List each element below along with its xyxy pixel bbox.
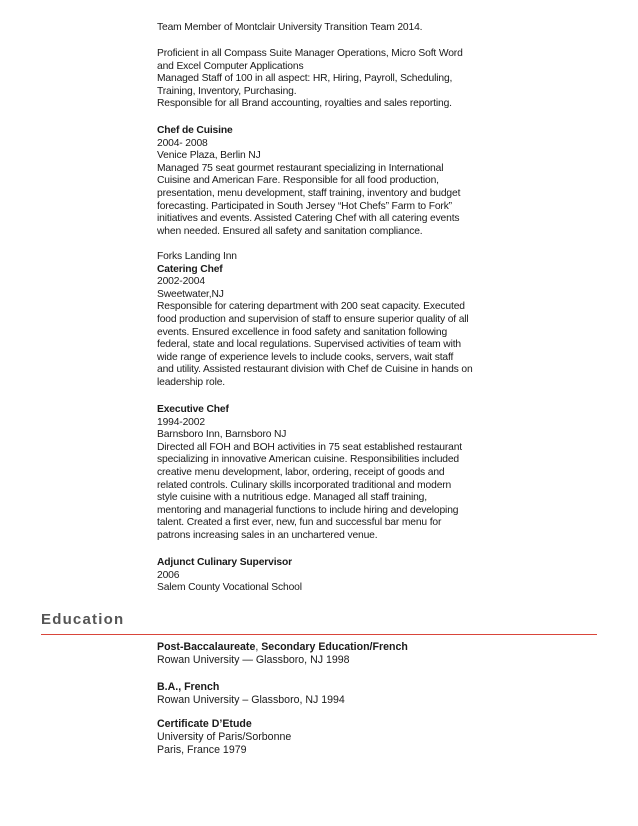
- job-desc-line: mentoring and managerial functions to include hiring and developing: [157, 504, 459, 516]
- location-line: Paris, France 1979: [157, 744, 247, 756]
- job-dates: 1994-2002: [157, 416, 205, 428]
- job-title: Adjunct Culinary Supervisor: [157, 557, 292, 568]
- summary-line: Managed Staff of 100 in all aspect: HR, Hiring, Payroll, Scheduling,: [157, 73, 453, 85]
- summary-block: [157, 48, 502, 111]
- degree-name: Certificate D’Etude: [157, 718, 252, 730]
- job-catering-chef: [157, 251, 502, 390]
- job-title: Executive Chef: [157, 404, 229, 415]
- team-member-line: Team Member of Montclair University Transition Team 2014.: [157, 22, 423, 33]
- job-desc-line: talent. Created a first ever, new, fun and successful bar menu for: [157, 517, 442, 529]
- job-title: Catering Chef: [157, 263, 223, 275]
- job-desc-line: style cuisine with a nutritious edge. Managed all staff training,: [157, 492, 427, 504]
- job-desc-line: initiatives and events. Assisted Catering Chef with all catering events: [157, 213, 460, 225]
- job-dates: 2002-2004: [157, 276, 205, 288]
- job-desc-line: Directed all FOH and BOH activities in 75 seat established restaurant: [157, 441, 462, 453]
- section-divider: [41, 634, 597, 635]
- job-desc-line: forecasting. Participated in South Jersey “Hot Chefs” Farm to Fork”: [157, 200, 452, 212]
- job-desc-line: specializing in innovative American cuisine. Responsibilities included: [157, 454, 460, 466]
- job-desc-line: leadership role.: [157, 376, 226, 388]
- education-entry-certificate: [157, 718, 502, 757]
- job-desc-line: creative menu development, labor, ordering, receipt of goods and: [157, 466, 445, 478]
- education-heading: Education: [41, 611, 125, 628]
- job-executive-chef: [157, 404, 502, 543]
- summary-line: Training, Inventory, Purchasing.: [157, 85, 297, 97]
- team-member-note: [157, 22, 502, 35]
- job-desc-line: Managed 75 seat gourmet restaurant specializing in International: [157, 162, 444, 174]
- job-desc-line: Responsible for catering department with 200 seat capacity. Executed: [157, 301, 465, 313]
- education-entry-ba: [157, 681, 502, 707]
- school-line: Rowan University — Glassboro, NJ 1998: [157, 654, 350, 666]
- school-line: Rowan University – Glassboro, NJ 1994: [157, 694, 345, 706]
- job-desc-line: Cuisine and American Fare. Responsible for all food production,: [157, 175, 439, 187]
- job-desc-line: patrons increasing sales in an unchartered venue.: [157, 529, 378, 541]
- job-place: Salem County Vocational School: [157, 582, 302, 594]
- job-title: Chef de Cuisine: [157, 125, 233, 136]
- job-desc-line: federal, state and local regulations. Supervised activities of team with: [157, 339, 461, 351]
- job-place: Sweetwater,NJ: [157, 288, 224, 300]
- job-employer: Forks Landing Inn: [157, 251, 237, 262]
- job-desc-line: when needed. Ensured all safety and sanitation compliance.: [157, 225, 423, 237]
- job-desc-line: events. Ensured excellence in food safety and sanitation following: [157, 326, 448, 338]
- degree-field: Secondary Education/French: [261, 641, 408, 653]
- job-desc-line: wide range of experience levels to include cooks, servers, wait staff: [157, 351, 454, 363]
- job-desc-line: and utility. Assisted restaurant division with Chef de Cuisine in hands on: [157, 364, 473, 376]
- summary-line: Proficient in all Compass Suite Manager Operations, Micro Soft Word: [157, 48, 463, 59]
- degree-name: B.A., French: [157, 681, 220, 693]
- job-desc-line: presentation, menu development, staff training, inventory and budget: [157, 187, 461, 199]
- job-desc-line: food production and supervision of staff to ensure superior quality of all: [157, 313, 469, 325]
- degree-name: Post-Baccalaureate: [157, 641, 256, 653]
- summary-line: Responsible for all Brand accounting, royalties and sales reporting.: [157, 98, 452, 110]
- degree-separator: ,: [255, 641, 262, 653]
- education-entry-post-bacc: [157, 641, 502, 667]
- job-adjunct-supervisor: [157, 557, 502, 595]
- job-place: Barnsboro Inn, Barnsboro NJ: [157, 429, 287, 441]
- degree-line: [157, 641, 502, 654]
- summary-line: and Excel Computer Applications: [157, 60, 304, 72]
- job-place: Venice Plaza, Berlin NJ: [157, 150, 261, 162]
- job-dates: 2006: [157, 569, 180, 581]
- school-line: University of Paris/Sorbonne: [157, 731, 292, 743]
- job-chef-de-cuisine: [157, 125, 502, 238]
- job-desc-line: related controls. Culinary skills incorporated traditional and modern: [157, 479, 452, 491]
- job-dates: 2004- 2008: [157, 137, 208, 149]
